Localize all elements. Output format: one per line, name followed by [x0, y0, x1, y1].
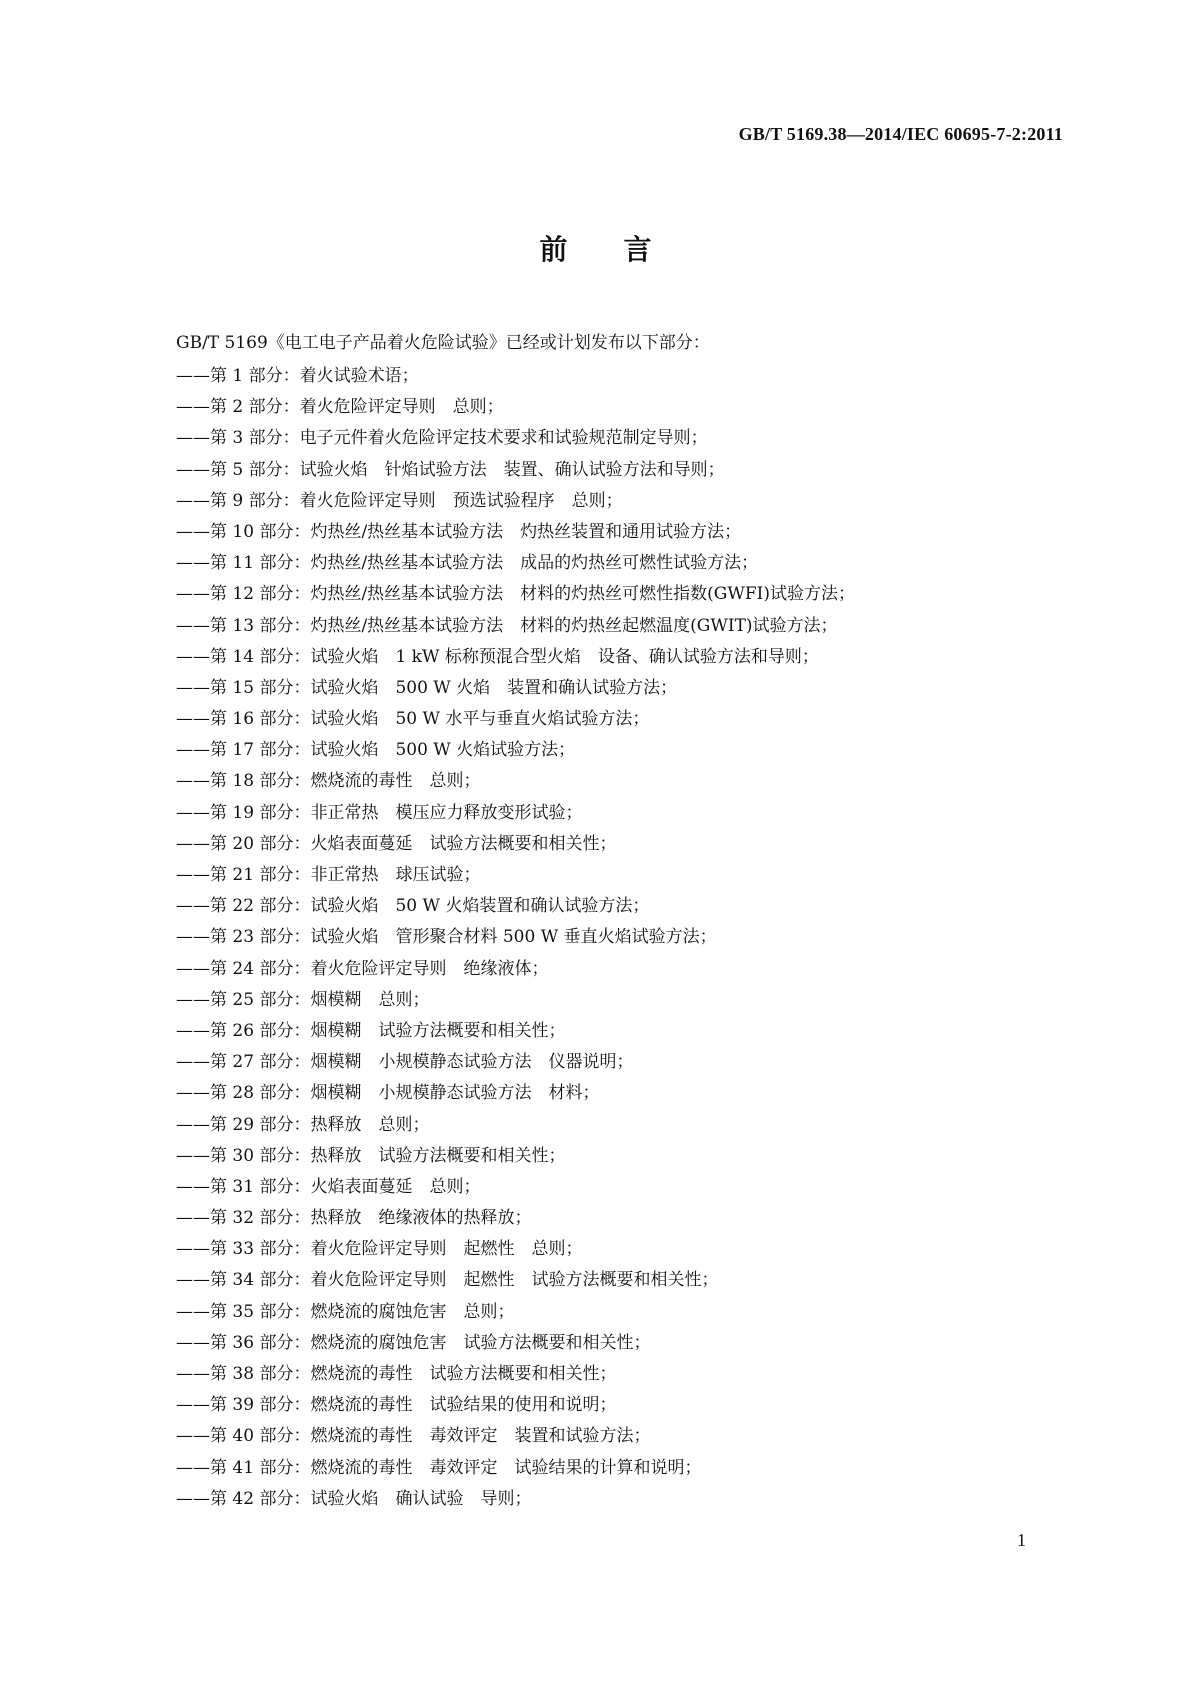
list-item: ——第 2 部分：着火危险评定导则 总则； [176, 397, 504, 418]
list-item: ——第 30 部分：热释放 试验方法概要和相关性； [176, 1145, 566, 1166]
list-item: ——第 26 部分：烟模糊 试验方法概要和相关性； [176, 1020, 566, 1041]
page-title: 前言 [539, 233, 708, 266]
intro-paragraph: GB/T 5169《电工电子产品着火危险试验》已经或计划发布以下部分： [176, 333, 710, 353]
list-item: ——第 35 部分：燃烧流的腐蚀危害 总则； [176, 1301, 515, 1322]
list-item: ——第 33 部分：着火危险评定导则 起燃性 总则； [176, 1239, 583, 1260]
list-item: ——第 10 部分：灼热丝/热丝基本试验方法 灼热丝装置和通用试验方法； [176, 521, 742, 542]
list-item: ——第 9 部分：着火危险评定导则 预选试验程序 总则； [176, 490, 623, 511]
list-item: ——第 29 部分：热释放 总则； [176, 1114, 430, 1135]
list-item: ——第 18 部分：燃烧流的毒性 总则； [176, 771, 481, 792]
list-item: ——第 28 部分：烟模糊 小规模静态试验方法 材料； [176, 1083, 600, 1104]
list-item: ——第 3 部分：电子元件着火危险评定技术要求和试验规范制定导则； [176, 428, 708, 449]
list-item: ——第 19 部分：非正常热 模压应力释放变形试验； [176, 802, 583, 823]
list-item: ——第 27 部分：烟模糊 小规模静态试验方法 仪器说明； [176, 1052, 634, 1073]
list-item: ——第 14 部分：试验火焰 1 kW 标称预混合型火焰 设备、确认试验方法和导则； [176, 646, 819, 667]
list-item: ——第 42 部分：试验火焰 确认试验 导则； [176, 1488, 532, 1509]
list-item: ——第 39 部分：燃烧流的毒性 试验结果的使用和说明； [176, 1395, 617, 1416]
standard-code: GB/T 5169.38—2014/IEC 60695-7-2:2011 [738, 124, 1063, 144]
list-item: ——第 20 部分：火焰表面蔓延 试验方法概要和相关性； [176, 833, 617, 854]
list-item: ——第 22 部分：试验火焰 50 W 火焰装置和确认试验方法； [176, 896, 650, 917]
list-item: ——第 21 部分：非正常热 球压试验； [176, 865, 481, 885]
list-item: ——第 32 部分：热释放 绝缘液体的热释放； [176, 1208, 532, 1229]
list-item: ——第 36 部分：燃烧流的腐蚀危害 试验方法概要和相关性； [176, 1332, 651, 1353]
list-item: ——第 34 部分：着火危险评定导则 起燃性 试验方法概要和相关性； [176, 1270, 719, 1291]
list-item: ——第 38 部分：燃烧流的毒性 试验方法概要和相关性； [176, 1364, 617, 1384]
list-item: ——第 25 部分：烟模糊 总则； [176, 989, 430, 1010]
list-item: ——第 15 部分：试验火焰 500 W 火焰 装置和确认试验方法； [176, 677, 678, 698]
list-item: ——第 5 部分：试验火焰 针焰试验方法 装置、确认试验方法和导则； [176, 459, 725, 480]
list-item: ——第 16 部分：试验火焰 50 W 水平与垂直火焰试验方法； [176, 709, 650, 730]
list-item: ——第 13 部分：灼热丝/热丝基本试验方法 材料的灼热丝起燃温度(GWIT)试验方法； [176, 615, 838, 636]
list-item: ——第 31 部分：火焰表面蔓延 总则； [176, 1176, 481, 1197]
list-item: ——第 12 部分：灼热丝/热丝基本试验方法 材料的灼热丝可燃性指数(GWFI)试验方法； [176, 584, 855, 605]
list-item: ——第 40 部分：燃烧流的毒性 毒效评定 装置和试验方法； [176, 1426, 651, 1447]
list-item: ——第 24 部分：着火危险评定导则 绝缘液体； [176, 958, 549, 979]
list-item: ——第 17 部分：试验火焰 500 W 火焰试验方法； [176, 740, 576, 761]
list-item: ——第 41 部分：燃烧流的毒性 毒效评定 试验结果的计算和说明； [176, 1457, 702, 1478]
list-item: ——第 11 部分：灼热丝/热丝基本试验方法 成品的灼热丝可燃性试验方法； [176, 553, 759, 574]
list-item: ——第 1 部分：着火试验术语； [176, 366, 419, 386]
parts-list [176, 361, 855, 1515]
list-item: ——第 23 部分：试验火焰 管形聚合材料 500 W 垂直火焰试验方法； [176, 927, 717, 948]
page-number: 1 [1017, 1530, 1026, 1550]
